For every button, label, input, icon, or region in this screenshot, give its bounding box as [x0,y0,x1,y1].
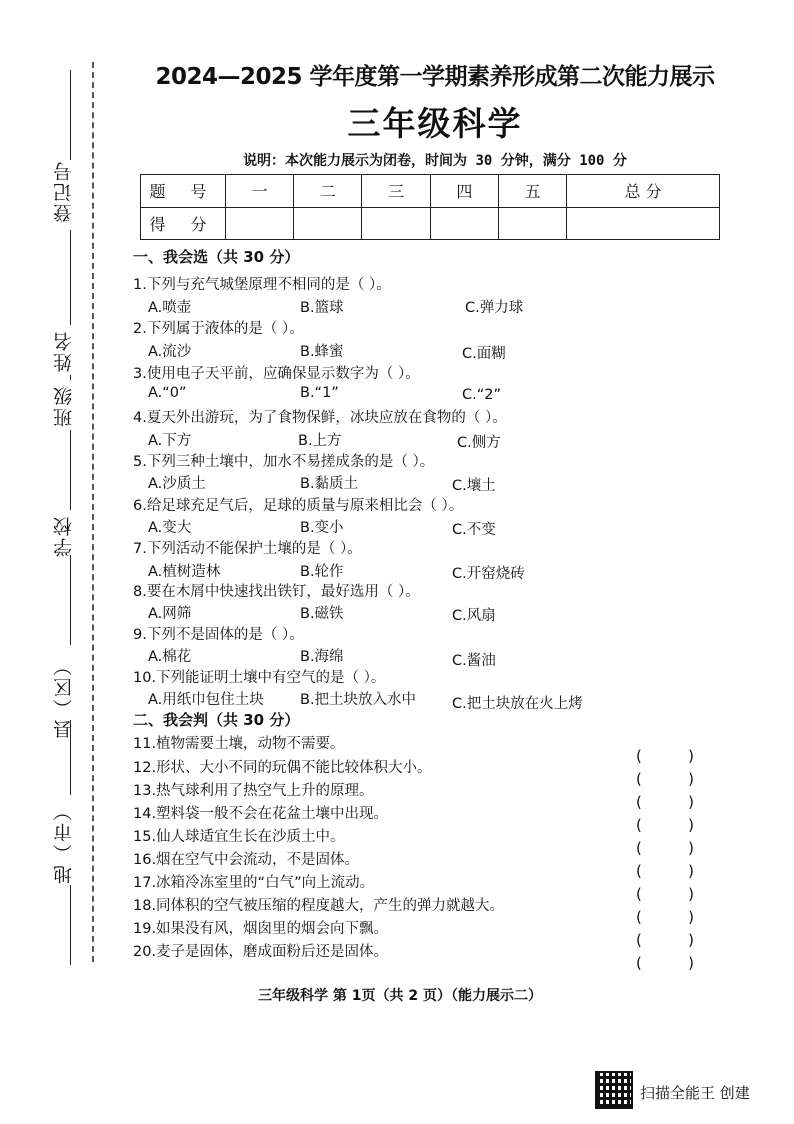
score-table-cell: 总 分 [567,175,720,208]
paren-close: ) [688,908,694,926]
option-c[interactable]: C.面糊 [462,346,506,362]
judge-statement: 16.烟在空气中会流动，不是固体。 [133,852,360,868]
paren-open: ( [636,816,642,834]
city-blank[interactable] [70,720,71,795]
scanner-watermark: 扫描全能王 创建 [640,1084,750,1102]
option-c[interactable]: C.风扇 [452,608,496,624]
answer-blank[interactable] [636,839,694,857]
option-b[interactable]: B.蜂蜜 [300,344,344,360]
option-c[interactable]: C.弹力球 [465,300,524,316]
option-b[interactable]: B.海绵 [300,649,344,665]
paren-open: ( [636,770,642,788]
paren-open: ( [636,862,642,880]
paren-open: ( [636,747,642,765]
paren-close: ) [688,954,694,972]
paren-open: ( [636,885,642,903]
score-entry-cell[interactable] [294,207,362,240]
paren-close: ) [688,816,694,834]
binding-label-class: 班级 [53,385,75,427]
paren-open: ( [636,793,642,811]
option-a[interactable]: A.“0” [148,385,187,401]
registration-number-blank[interactable] [70,70,71,160]
option-a[interactable]: A.流沙 [148,344,192,360]
answer-blank[interactable] [636,954,694,972]
option-c[interactable]: C.把土块放在火上烤 [452,696,583,712]
qr-code-icon [597,1073,631,1107]
judge-statement: 11.植物需要土壤，动物不需要。 [133,736,345,752]
judge-statement: 15.仙人球适宜生长在沙质土中。 [133,829,345,845]
answer-blank[interactable] [636,931,694,949]
score-table [140,174,720,240]
question-text: 9.下列不是固体的是（ ）。 [133,627,304,643]
option-a[interactable]: A.棉花 [148,649,192,665]
binding-label-county: 县（区） [53,655,75,739]
option-b[interactable]: B.上方 [298,433,342,449]
option-a[interactable]: A.用纸巾包住土块 [148,692,264,708]
option-a[interactable]: A.下方 [148,433,192,449]
score-entry-cell[interactable] [226,207,294,240]
option-a[interactable]: A.植树造林 [148,564,221,580]
score-table-cell: 四 [430,175,498,208]
option-c[interactable]: C.侧方 [457,435,501,451]
answer-blank[interactable] [636,816,694,834]
city-blank-tail[interactable] [70,885,71,965]
score-entry-cell[interactable] [498,207,566,240]
score-table-header-row [141,175,720,208]
answer-blank[interactable] [636,747,694,765]
paren-close: ) [688,770,694,788]
score-entry-cell[interactable] [567,207,720,240]
page-footer: 三年级科学 第 1页（共 2 页）（能力展示二） [258,988,542,1004]
paren-close: ) [688,793,694,811]
option-c[interactable]: C.壤土 [452,478,496,494]
answer-blank[interactable] [636,862,694,880]
answer-blank[interactable] [636,793,694,811]
score-table-cell: 二 [294,175,362,208]
question-text: 3.使用电子天平前，应确保显示数字为（ ）。 [133,366,420,382]
question-text: 7.下列活动不能保护土壤的是（ ）。 [133,541,362,557]
score-table-cell: 三 [362,175,430,208]
section-title-judge: 二、我会判（共 30 分） [133,711,300,729]
binding-label-registration: 登记号 [53,160,75,223]
option-a[interactable]: A.喷壶 [148,300,192,316]
school-blank[interactable] [70,430,71,510]
subject-title: 三年级科学 [347,104,523,143]
class-blank[interactable] [70,375,71,380]
question-text: 5.下列三种土壤中，加水不易搓成条的是（ ）。 [133,454,435,470]
section-title-choice: 一、我会选（共 30 分） [133,248,300,266]
paren-close: ) [688,747,694,765]
binding-label-school: 学校 [53,515,75,557]
paren-close: ) [688,839,694,857]
judge-statement: 12.形状、大小不同的玩偶不能比较体积大小。 [133,760,432,776]
answer-blank[interactable] [636,908,694,926]
paren-open: ( [636,954,642,972]
question-text: 1.下列与充气城堡原理不相同的是（ ）。 [133,277,391,293]
judge-statement: 14.塑料袋一般不会在花盆土壤中出现。 [133,806,389,822]
question-text: 8.要在木屑中快速找出铁钉，最好选用（ ）。 [133,584,420,600]
exam-note: 说明：本次能力展示为闭卷，时间为 30 分钟，满分 100 分 [243,153,627,169]
score-table-cell: 五 [498,175,566,208]
score-table-cell: 一 [226,175,294,208]
county-blank[interactable] [70,555,71,645]
paren-close: ) [688,885,694,903]
answer-blank[interactable] [636,885,694,903]
question-text: 6.给足球充足气后，足球的质量与原来相比会（ ）。 [133,498,464,514]
judge-statement: 17.冰箱冷冻室里的“白气”向上流动。 [133,875,375,891]
judge-statement: 19.如果没有风，烟囱里的烟会向下飘。 [133,921,389,937]
option-b[interactable]: B.“1” [300,385,339,401]
score-table-score-row [141,207,720,240]
score-entry-cell[interactable] [430,207,498,240]
option-a[interactable]: A.沙质土 [148,476,206,492]
option-c[interactable]: C.“2” [462,387,501,403]
score-table-cell: 题 号 [141,175,226,208]
option-b[interactable]: B.变小 [300,520,344,536]
binding-cut-line [92,62,94,962]
paren-close: ) [688,862,694,880]
binding-label-name: 姓名 [53,330,75,372]
question-text: 4.夏天外出游玩，为了食物保鲜，冰块应放在食物的（ ）。 [133,410,507,426]
paren-open: ( [636,931,642,949]
judge-statement: 18.同体积的空气被压缩的程度越大，产生的弹力就越大。 [133,898,505,914]
score-entry-cell[interactable] [362,207,430,240]
option-b[interactable]: B.轮作 [300,564,344,580]
judge-statement: 13.热气球利用了热空气上升的原理。 [133,783,374,799]
question-text: 10.下列能证明土壤中有空气的是（ ）。 [133,670,386,686]
paren-close: ) [688,931,694,949]
question-text: 2.下列属于液体的是（ ）。 [133,321,304,337]
binding-label-city: 地（市） [53,800,75,884]
option-b[interactable]: B.黏质土 [300,476,359,492]
answer-blank[interactable] [636,770,694,788]
option-b[interactable]: B.磁铁 [300,606,344,622]
option-a[interactable]: A.网筛 [148,606,192,622]
option-c[interactable]: C.酱油 [452,653,496,669]
paren-open: ( [636,839,642,857]
option-c[interactable]: C.开窑烧砖 [452,566,525,582]
option-b[interactable]: B.篮球 [300,300,344,316]
option-c[interactable]: C.不变 [452,522,496,538]
option-b[interactable]: B.把土块放入水中 [300,692,417,708]
exam-title: 2024—2025 学年度第一学期素养形成第二次能力展示 [155,64,715,90]
option-a[interactable]: A.变大 [148,520,192,536]
name-blank[interactable] [70,230,71,325]
paren-open: ( [636,908,642,926]
judge-statement: 20.麦子是固体，磨成面粉后还是固体。 [133,944,389,960]
score-table-cell: 得 分 [141,207,226,240]
